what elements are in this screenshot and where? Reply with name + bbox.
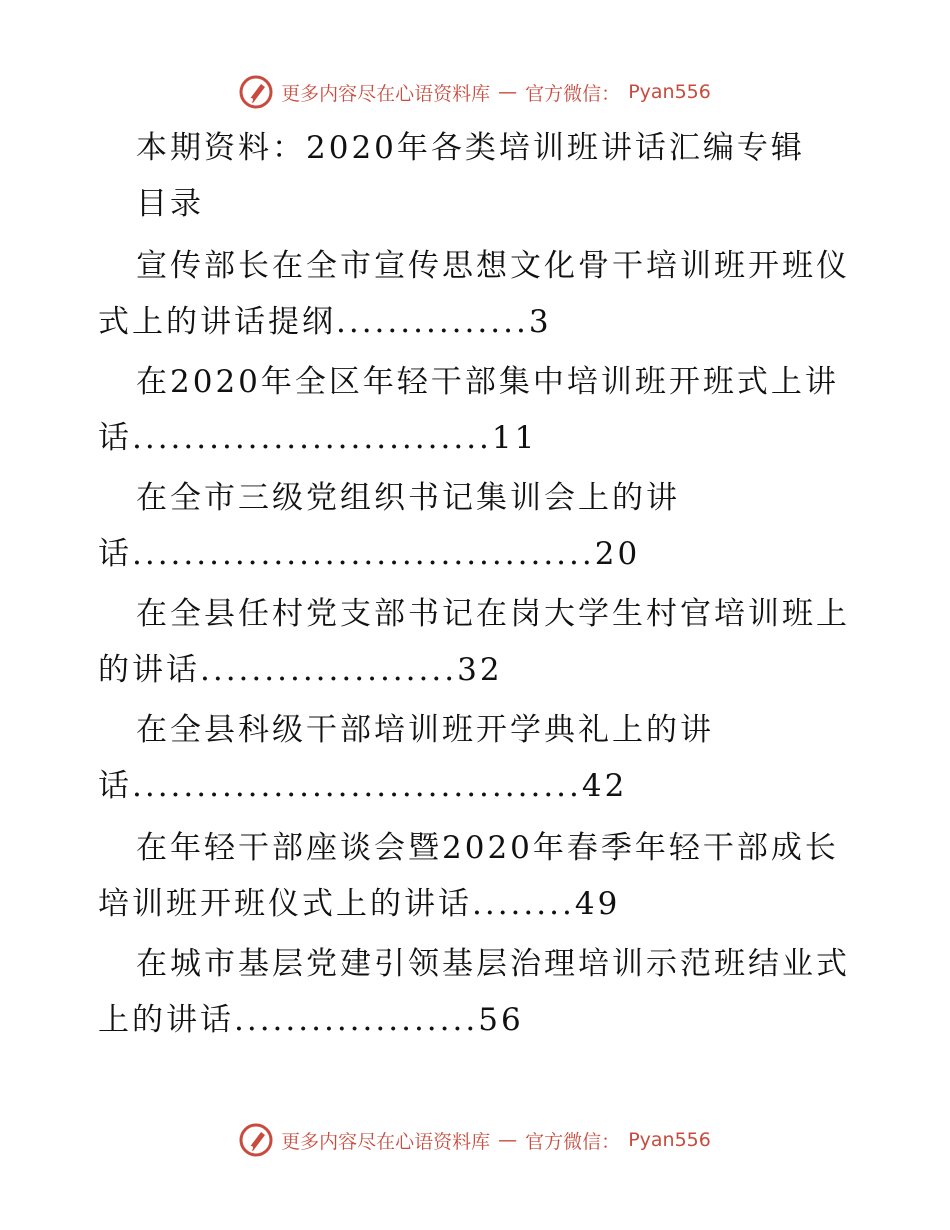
toc-page-number: 11 — [491, 420, 538, 456]
toc-entry-1-line2[interactable] — [98, 302, 552, 342]
toc-page-number: 32 — [457, 652, 503, 688]
toc-entry-6-line2[interactable] — [98, 884, 620, 924]
pen-logo-icon — [239, 75, 273, 109]
toc-entry-2-line1: 在2020年全区年轻干部集中培训班开班式上讲 — [136, 364, 839, 400]
toc-entry-title: 话 — [98, 768, 132, 804]
wechat-label: 官方微信： — [525, 82, 621, 105]
toc-entry-title: 式上的讲话提纲 — [98, 304, 336, 340]
toc-entry-2-line2[interactable] — [98, 418, 537, 458]
toc-page-number: 56 — [478, 1002, 524, 1038]
toc-entry-4-line1: 在全县任村党支部书记在岗大学生村官培训班上 — [136, 596, 850, 632]
toc-page-number: 49 — [574, 886, 621, 922]
wechat-label: 官方微信： — [525, 1130, 621, 1153]
toc-page-number: 20 — [594, 536, 641, 572]
toc-heading: 目录 — [136, 186, 204, 222]
toc-leader-dots: .................................... — [132, 536, 595, 572]
toc-leader-dots: ........ — [472, 886, 575, 922]
toc-page-number: 3 — [528, 304, 552, 340]
toc-entry-6-line1: 在年轻干部座谈会暨2020年春季年轻干部成长 — [136, 830, 839, 866]
toc-page-number: 42 — [581, 768, 628, 804]
toc-entry-5-line1: 在全县科级干部培训班开学典礼上的讲 — [136, 712, 714, 748]
banner-separator: — — [498, 1129, 518, 1151]
footer-watermark-banner — [0, 1122, 950, 1158]
toc-entry-title: 培训班开班仪式上的讲话 — [98, 886, 472, 922]
toc-leader-dots: ................... — [234, 1002, 479, 1038]
banner-separator: — — [498, 81, 518, 103]
toc-entry-title: 上的讲话 — [98, 1002, 234, 1038]
toc-entry-3-line1: 在全市三级党组织书记集训会上的讲 — [136, 480, 680, 516]
site-text: 更多内容尽在心语资料库 — [281, 82, 491, 105]
toc-entry-4-line2[interactable] — [98, 650, 503, 690]
pen-logo-icon — [239, 1123, 273, 1157]
site-text: 更多内容尽在心语资料库 — [281, 1130, 491, 1153]
toc-entry-5-line2[interactable] — [98, 766, 627, 806]
toc-entry-title: 话 — [98, 420, 132, 456]
toc-entry-title: 的讲话 — [98, 652, 200, 688]
document-title: 本期资料：2020年各类培训班讲话汇编专辑 — [136, 130, 805, 166]
toc-leader-dots: ................................... — [132, 768, 582, 804]
wechat-id: Pyan556 — [628, 1129, 711, 1151]
toc-entry-1-line1: 宣传部长在全市宣传思想文化骨干培训班开班仪 — [136, 248, 850, 284]
toc-leader-dots: ............... — [336, 304, 529, 340]
toc-entry-7-line2[interactable] — [98, 1000, 524, 1040]
toc-leader-dots: ............................ — [132, 420, 492, 456]
header-watermark-banner — [0, 74, 950, 110]
toc-leader-dots: .................... — [200, 652, 458, 688]
toc-entry-title: 话 — [98, 536, 132, 572]
toc-entry-3-line2[interactable] — [98, 534, 640, 574]
wechat-id: Pyan556 — [628, 81, 711, 103]
toc-entry-7-line1: 在城市基层党建引领基层治理培训示范班结业式 — [136, 946, 850, 982]
